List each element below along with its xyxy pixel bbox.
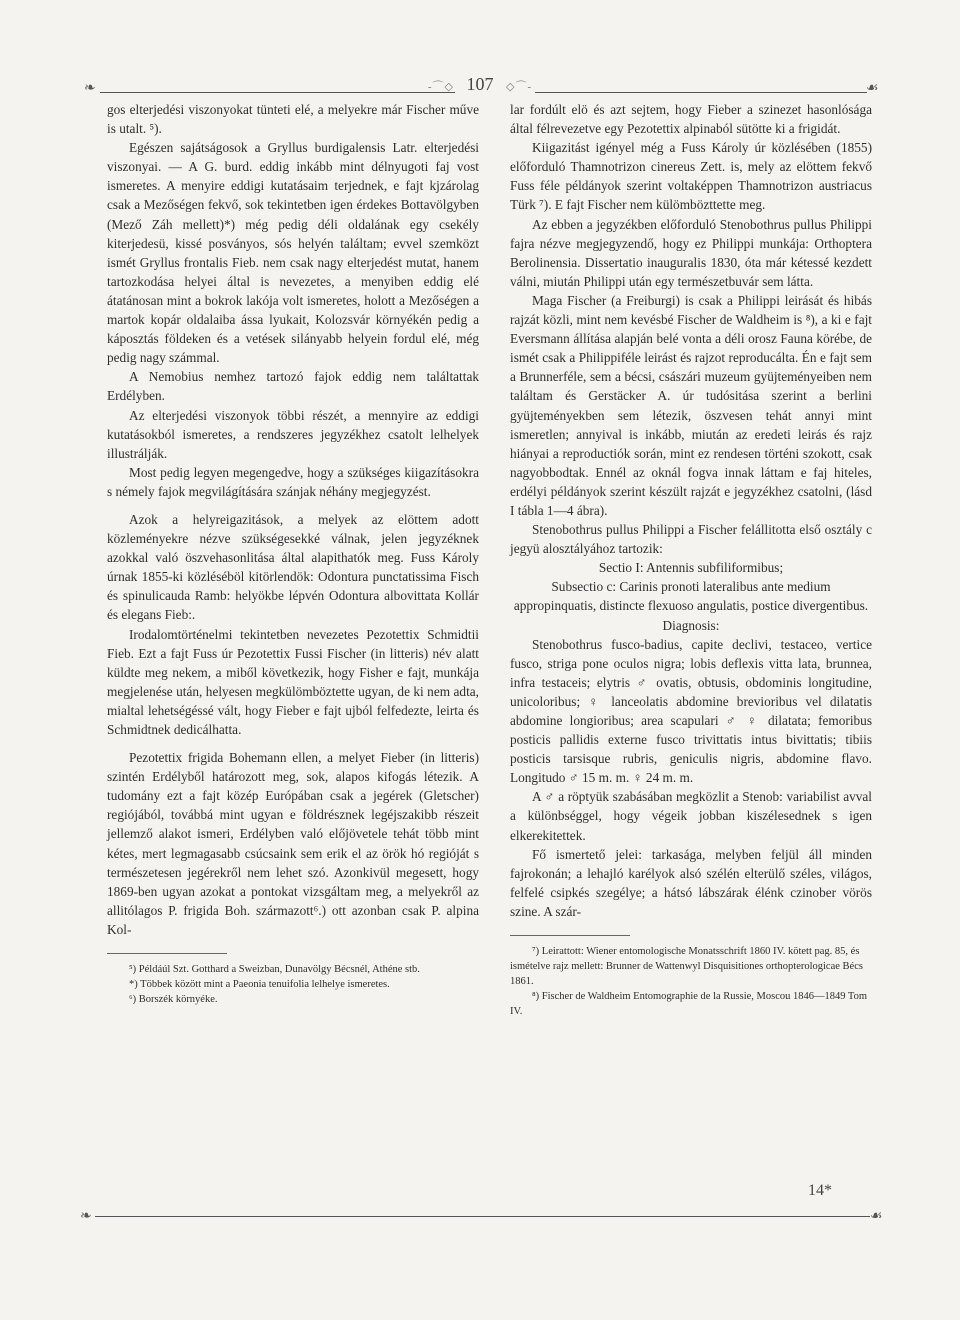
sectio: Sectio I: Antennis subfiliformibus; xyxy=(598,560,784,576)
header-rule-right xyxy=(535,92,867,93)
subsectio: Subsectio c: Carinis pronoti lateralibus ante medium appropinquatis, distincte flexuoso angulatis, postice divergentibus. xyxy=(513,579,869,614)
signature-mark: 14* xyxy=(808,1182,832,1199)
paragraph: Kiigazitást igényel még a Fuss Károly úr közlésében (1855) előforduló Thamnotrizon cinereus Zett. is, mely az elöttem fekvő Fuss féle példányok szerint voltaképpen Thamnotrizon austriacus Türk ⁷). E fajt Fischer nem külömbözttette meg. xyxy=(510,140,872,213)
footer-rule xyxy=(95,1216,870,1217)
paragraph: Maga Fischer (a Freiburgi) is csak a Philippi leirását és hibás rajzát közli, mint nem kevésbé Fischer de Waldheim is ⁸), a ki e fajt Eversmann állítása alapján belé vonta a déli orosz Fauna körébe, de ismét csak a Philippiféle leirást és rajzot reproducálta. Én e fajt sem a Brunnerféle, sem a bécsi, császári muzeum gyüjteményeiben nem találtam és Gerstäcker A. úr tudósitása szerint a berlini gyüjteményekben sem létezik, öszvesen tehát annyi mint ismeretlen; annyival is inkább, miután az eredeti leirás és rajz hiányai a reproductiók során, mint ez rendesen történi szokott, csak nagyobbodtak. Ennél az oknál fogva innak láttam e faj hiteles, erdélyi példányok szerint készült rajzát e jegyzékhez csatolni, (lásd I tábla 1—4 ábra). xyxy=(510,292,872,518)
footnote-divider xyxy=(107,953,227,954)
header-ornament-left: -⌒◇ xyxy=(427,81,454,93)
left-column xyxy=(107,100,479,1007)
corner-ornament-icon: ❧ xyxy=(80,1209,92,1224)
right-column xyxy=(510,100,872,1019)
footnote-divider xyxy=(510,935,630,936)
paragraph: Stenobothrus fusco-badius, capite declivi, testaceo, vertice fusco, striga pone oculos nigra; lobis deflexis vitta lata, brunnea, infra testaceis; elytris ♂ ovatis, obtusis, obdominis longitudine, unicoloribus; ♀ lanceolatis abdomine brevioribus vel dilatatis abdomine longioribus; area scapulari ♂ ♀ dilatata; femoribus posticis pallidis externe fusco trivittatis intus bivittatis; tibiis posticis tarsisque rubris, geniculis nigris, abdomine flavo. Longitudo ♂ 15 m. m. ♀ 24 m. m. xyxy=(510,636,872,786)
page-number-value: 107 xyxy=(466,74,494,94)
paragraph: Azok a helyreigazitások, a melyek az elöttem adott közleményekre nézve szükségesekké válnak, jelen jegyzéknek azokkal való öszvehasonlitása által alapithatók meg. Fuss Károly úrnak 1855-ki közléséböl kitörlendök: Odontura punctatissima Fisch és spinulicauda Ramb: helyökbe lépvén Odontura albovittata Kollár és elegans Fieb:. xyxy=(107,511,479,623)
paragraph: Fő ismertető jelei: tarkasága, melyben feljül áll minden fajrokonán; a lehajló karélyok alsó szélén elterülő széles, világos, felfelé csipkés szegélye; a hátsó lábszárak élénk czinober vörös szine. A szár- xyxy=(510,846,872,919)
paragraph: Stenobothrus pullus Philippi a Fischer felállitotta első osztály c jegyü alosztályához tartozik: xyxy=(510,522,872,557)
paragraph: lar fordúlt elö és azt sejtem, hogy Fieber a szinezet hasonlósága által félrevezetve egy Pezotettix alpinaból sütötte ki a frigidát. xyxy=(510,102,872,137)
corner-ornament-icon: ☙ xyxy=(866,81,879,96)
corner-ornament-icon: ☙ xyxy=(870,1209,883,1224)
footnote: *) Többek között mint a Paeonia tenuifolia lelhelye ismeretes. xyxy=(129,979,390,991)
paragraph: Irodalomtörténelmi tekintetben nevezetes Pezotettix Schmidtii Fieb. Ezt a fajt Fuss úr Pezotettix Fussi Fischer (in litteris) név alatt küldte meg nekem, a miből következik, hogy Fisher e fajt, munkája megjelenése után, helyesen megkülömböztette ugyan, de ki nem adta, mialtal lehetségéssé vált, hogy Fieber e fajt ujból felfedezte, leirta és Schmidtnek dedicálhatta. xyxy=(107,626,479,737)
footnote: ⁵) Példáúl Szt. Gotthard a Sweizban, Dunavölgy Bécsnél, Athéne stb. xyxy=(129,964,420,976)
header-rule-left xyxy=(100,92,455,93)
paragraph: Egészen sajátságosok a Gryllus burdigalensis Latr. elterjedési viszonyai. — A G. burd. eddig inkább mint délnyugoti faj vost ismeretes. A menyire eddigi kutatásaim terjednek, e fajt kjzárolag csak a Mezőségen fekvő, sok tekintetben igen érdekes Bottavölgyben (Mező Záh mellett)*) még pedig déli oldalának egy csekély kiterjedesü, kissé posványos, sós helyén találtam; evvel szemközt ismét Gryllus frontalis Fieb. nem csak nagy elterjedést mutat, hanem tartozkodása helyei által is nevezetes, a menyiben eddig elé átatánosan mint a bokrok lakója volt ismeretes, holott a Mezőségen a martok kopár oldalaiba ássa lyukait, Kolozsvár környékén pedig a káposztás földeken és a vetések silányabb helyein fordul elé, még pedig nagy számmal. xyxy=(107,140,479,366)
paragraph: Az ebben a jegyzékben előforduló Stenobothrus pullus Philippi fajra nézve megjegyzendő, hogy ez Philippi munkája: Orthoptera Berolinensia. Dissertatio inauguralis 1830, óta már kétessé kezdett válni, miután Philippi után egy természetbuvár sem látta. xyxy=(510,216,872,289)
paragraph: Pezotettix frigida Bohemann ellen, a melyet Fieber (in litteris) szintén Erdélyből határozott meg, sok, alapos kifogás létezik. A tudomány ezt a fajt közép Európában csak a jegérek (Gletscher) regiójából, továbbá mint ugyan e földrésznek legéjszakibb részeit jellemző alakot ismeri, Erdélyben való előjövetele tehát több mint kétes, mert legmagasabb csúcsaink sem erik el az örök hó regióját s természetesen jegérekről nem lehet szó. Azonkivül megesett, hogy 1869-ben ugyan azokat a pontokat vizsgáltam meg, a melyekről az allitólagos P. frigida Boh. származott⁶.) ott azonban csak P. alpina Kol- xyxy=(107,750,479,937)
paragraph: A ♂ a röptyük szabásában megközlit a Stenob: variabilist avval a különbséggel, hogy végeik jobban kiszélesednek s igen elkerekitettek. xyxy=(510,789,872,843)
corner-ornament-icon: ❧ xyxy=(84,81,96,96)
footnote: ⁶) Borszék környéke. xyxy=(129,994,218,1006)
footnote: ⁸) Fischer de Waldheim Entomographie de la Russie, Moscou 1846—1849 Tom IV. xyxy=(510,991,868,1018)
paragraph: A Nemobius nemhez tartozó fajok eddig nem találtattak Erdélyben. xyxy=(107,369,479,404)
paragraph: gos elterjedési viszonyokat tünteti elé, a melyekre már Fischer műve is utalt. ⁵). xyxy=(107,102,479,137)
paragraph: Most pedig legyen megengedve, hogy a szükséges kiigazításokra s némely fajok megvilágítására szánjak néhány megjegyzést. xyxy=(107,464,479,499)
footnote: ⁷) Leirattott: Wiener entomologische Monatsschrift 1860 IV. kötett pag. 85, és ismételve rajz mellett: Brunner de Wattenwyl Disquisitiones orthopterologicae Bécs 1861. xyxy=(510,946,863,988)
diagnosis-heading: Diagnosis: xyxy=(662,617,720,633)
paragraph: Az elterjedési viszonyok többi részét, a mennyire az eddigi kutatásokból ismeretes, a rendszeres jegyzékhez csatolt lelhelyek illustrálják. xyxy=(107,407,479,461)
header-ornament-right: ◇⌒- xyxy=(506,81,533,93)
